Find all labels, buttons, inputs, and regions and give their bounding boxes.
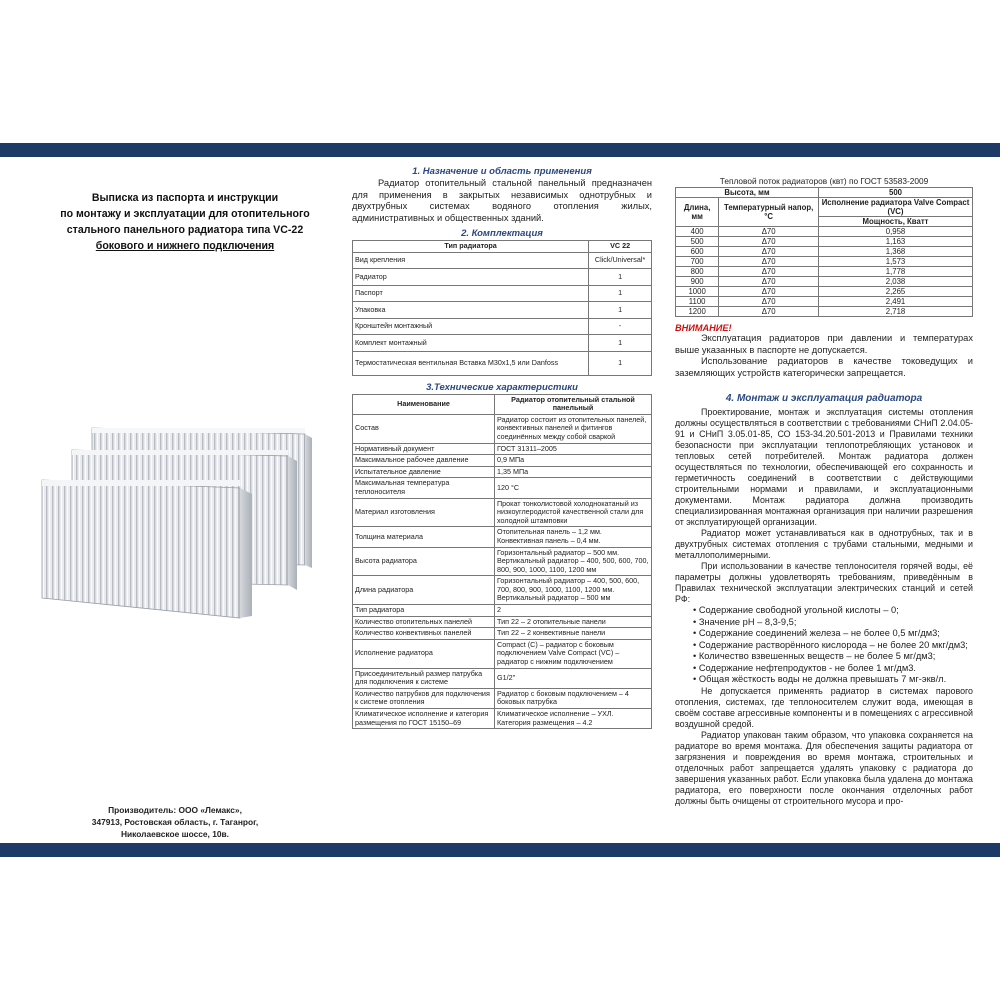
kit-qty: 1 bbox=[589, 285, 652, 302]
title-line: по монтажу и эксплуатации для отопительного bbox=[60, 208, 310, 220]
attention-title: ВНИМАНИЕ! bbox=[675, 323, 732, 333]
attention-text-2: Использование радиаторов в качестве токоведущих и заземляющих устройств категорически запрещается. bbox=[675, 356, 973, 378]
flow-power: 1,163 bbox=[819, 237, 973, 247]
specs-header-cell: Наименование bbox=[353, 394, 495, 414]
spec-name: Присоединительный размер патрубка для подключения к системе bbox=[353, 668, 495, 688]
section-4-text-5: Радиатор упакован таким образом, что упаковка сохраняется на радиаторе во время монтажа. Для обеспечения защиты радиатора от загрязнения и повреждения во время монтажа, строительных и отделочных работ запрещается удалять упаковку с радиатора до завершения указанных работ. Если упаковка была удалена до монтажа радиатора, его поверхности после окончания отделочных работ должны быть очищены от строительного мусора и про- bbox=[675, 729, 973, 806]
middle-column bbox=[352, 166, 652, 840]
table-row bbox=[676, 227, 973, 237]
kit-qty: - bbox=[589, 318, 652, 335]
spec-value: ГОСТ 31311–2005 bbox=[495, 443, 652, 455]
table-row bbox=[676, 267, 973, 277]
table-row bbox=[353, 335, 652, 352]
spec-value: 120 °С bbox=[495, 478, 652, 498]
kit-header-row bbox=[353, 241, 652, 253]
kit-qty: 1 bbox=[589, 335, 652, 352]
spec-name: Максимальное рабочее давление bbox=[353, 455, 495, 467]
flow-temp: Δ70 bbox=[719, 307, 819, 317]
table-row bbox=[676, 257, 973, 267]
flow-temp: Δ70 bbox=[719, 267, 819, 277]
top-band bbox=[0, 143, 1000, 157]
title-line: бокового и нижнего подключения bbox=[95, 240, 275, 252]
flow-temp: Δ70 bbox=[719, 277, 819, 287]
left-column bbox=[40, 190, 330, 254]
spec-name: Высота радиатора bbox=[353, 547, 495, 576]
section-1-heading: 1. Назначение и область применения bbox=[412, 166, 592, 177]
spec-name: Испытательное давление bbox=[353, 466, 495, 478]
manufacturer-line: 347913, Ростовская область, г. Таганрог, bbox=[91, 817, 259, 827]
table-row bbox=[353, 455, 652, 467]
manufacturer-line: Производитель: ООО «Лемакс», bbox=[108, 805, 242, 815]
spec-value: Прокат тонколистовой холоднокатаный из низкоуглеродистой качественной стали для холодной штамповки bbox=[495, 498, 652, 527]
flow-power: 1,778 bbox=[819, 267, 973, 277]
section-4-text-1: Проектирование, монтаж и эксплуатация системы отопления должны осуществляться в соответствии с требованиями СНиП 2.04.05-91 и СНиП 3.05.01-85, СО 153-34.20.501-2013 и Правилами техники безопасности при эксплуатации теплопотребляющих установок и тепловых сетей потребителей. Монтаж радиатора должен осуществляться по технологии, обеспечивающей его сохранность и герметичность соединений в соответствии с действующими строительными нормами и правилами, и эксплуатационными документами. Монтаж радиатора должна производить специализированная монтажная организация при наличии разрешения от эксплуатирующей организации. bbox=[675, 407, 973, 527]
table-row bbox=[676, 297, 973, 307]
section-2-heading: 2. Комплектация bbox=[461, 228, 543, 239]
spec-name: Нормативный документ bbox=[353, 443, 495, 455]
flow-temp-header: Температурный напор, °С bbox=[719, 198, 819, 227]
table-row bbox=[353, 527, 652, 547]
water-requirement-item: • Содержание растворённого кислорода – не более 20 мкг/дм3; bbox=[675, 640, 973, 652]
specs-header-cell: Радиатор отопительный стальной панельный bbox=[495, 394, 652, 414]
table-row bbox=[676, 237, 973, 247]
spec-name: Длина радиатора bbox=[353, 576, 495, 605]
flow-header-row bbox=[676, 198, 973, 217]
kit-qty: 1 bbox=[589, 302, 652, 319]
table-row bbox=[353, 478, 652, 498]
specs-header-row bbox=[353, 394, 652, 414]
flow-temp: Δ70 bbox=[719, 237, 819, 247]
title-line: Выписка из паспорта и инструкции bbox=[91, 192, 279, 204]
manufacturer-info bbox=[60, 804, 290, 840]
section-3-heading: 3.Технические характеристики bbox=[426, 381, 578, 393]
flow-length: 600 bbox=[676, 247, 719, 257]
flow-length: 800 bbox=[676, 267, 719, 277]
spec-name: Количество конвективных панелей bbox=[353, 628, 495, 640]
table-row bbox=[353, 318, 652, 335]
manufacturer-line: Николаевское шоссе, 10в. bbox=[120, 829, 229, 839]
radiator-front bbox=[42, 480, 252, 618]
table-row bbox=[353, 351, 652, 375]
flow-length: 400 bbox=[676, 227, 719, 237]
table-row bbox=[353, 498, 652, 527]
spec-name: Исполнение радиатора bbox=[353, 639, 495, 668]
flow-power: 2,718 bbox=[819, 307, 973, 317]
kit-qty: 1 bbox=[589, 351, 652, 375]
table-row bbox=[353, 576, 652, 605]
spec-value: 0,9 МПа bbox=[495, 455, 652, 467]
table-row bbox=[353, 547, 652, 576]
table-row bbox=[676, 287, 973, 297]
water-requirement-item: • Содержание соединений железа – не более 0,5 мг/дм3; bbox=[675, 628, 973, 640]
flow-length-header: Длина, мм bbox=[676, 198, 719, 227]
spec-value: Горизонтальный радиатор – 400, 500, 600, 700, 800, 900, 1000, 1100, 1200 мм. Вертикальный радиатор – 500 мм bbox=[495, 576, 652, 605]
title-line: стального панельного радиатора типа VC-22 bbox=[66, 224, 304, 236]
kit-item: Кронштейн монтажный bbox=[353, 318, 589, 335]
attention-text-1: Эксплуатация радиаторов при давлении и температурах выше указанных в паспорте не допускается. bbox=[675, 333, 973, 355]
water-requirement-item: • Количество взвешенных веществ – не более 5 мг/дм3; bbox=[675, 651, 973, 663]
flow-height-value: 500 bbox=[819, 188, 973, 198]
flow-temp: Δ70 bbox=[719, 257, 819, 267]
flow-power: 2,491 bbox=[819, 297, 973, 307]
spec-name: Климатическое исполнение и категория размещения по ГОСТ 15150–69 bbox=[353, 709, 495, 729]
table-row bbox=[353, 252, 652, 269]
heat-flow-caption: Тепловой поток радиаторов (квт) по ГОСТ 53583-2009 bbox=[719, 176, 929, 186]
spec-name: Количество патрубков для подключения к системе отопления bbox=[353, 688, 495, 708]
kit-header-cell: Тип радиатора bbox=[353, 241, 589, 253]
flow-temp: Δ70 bbox=[719, 227, 819, 237]
flow-length: 1000 bbox=[676, 287, 719, 297]
table-row bbox=[353, 616, 652, 628]
table-row bbox=[353, 688, 652, 708]
table-row bbox=[353, 414, 652, 443]
table-row bbox=[353, 269, 652, 286]
flow-length: 500 bbox=[676, 237, 719, 247]
spec-name: Состав bbox=[353, 414, 495, 443]
flow-temp: Δ70 bbox=[719, 247, 819, 257]
flow-power-header: Мощность, Кватт bbox=[819, 217, 973, 227]
kit-item: Комплект монтажный bbox=[353, 335, 589, 352]
table-row bbox=[353, 639, 652, 668]
water-requirement-item: • Общая жёсткость воды не должна превышать 7 мг-экв/л. bbox=[675, 674, 973, 686]
flow-length: 700 bbox=[676, 257, 719, 267]
flow-temp: Δ70 bbox=[719, 297, 819, 307]
table-row bbox=[353, 668, 652, 688]
table-row bbox=[676, 277, 973, 287]
kit-item: Радиатор bbox=[353, 269, 589, 286]
spec-name: Материал изготовления bbox=[353, 498, 495, 527]
flow-power: 2,038 bbox=[819, 277, 973, 287]
table-row bbox=[353, 605, 652, 617]
bottom-band bbox=[0, 843, 1000, 857]
spec-value: Горизонтальный радиатор – 500 мм. Вертикальный радиатор – 400, 500, 600, 700, 800, 900, 1000, 1100, 1200 мм bbox=[495, 547, 652, 576]
kit-qty: Click/Universal* bbox=[589, 252, 652, 269]
kit-item: Упаковка bbox=[353, 302, 589, 319]
flow-power: 1,368 bbox=[819, 247, 973, 257]
table-row bbox=[353, 628, 652, 640]
section-4-text-3: При использовании в качестве теплоносителя горячей воды, её параметры должны удовлетворять требованиям, приведённым в Правилах технической эксплуатации электрических станций и сетей РФ: bbox=[675, 561, 973, 604]
table-row bbox=[353, 443, 652, 455]
radiator-illustration bbox=[40, 420, 330, 620]
spec-name: Максимальная температура теплоносителя bbox=[353, 478, 495, 498]
table-row bbox=[353, 709, 652, 729]
spec-value: Климатическое исполнение – УХЛ. Категория размещения – 4.2 bbox=[495, 709, 652, 729]
spec-value: Тип 22 – 2 конвективные панели bbox=[495, 628, 652, 640]
table-row bbox=[353, 285, 652, 302]
spec-value: Радиатор состоит из отопительных панелей, конвективных панелей и фитингов соединённых между собой сваркой bbox=[495, 414, 652, 443]
flow-length: 1200 bbox=[676, 307, 719, 317]
kit-item: Паспорт bbox=[353, 285, 589, 302]
spec-value: G1/2" bbox=[495, 668, 652, 688]
spec-value: Радиатор с боковым подключением – 4 боковых патрубка bbox=[495, 688, 652, 708]
spec-value: Compact (C) – радиатор с боковым подключением Valve Compact (VC) – радиатор с нижним подключением bbox=[495, 639, 652, 668]
kit-header-cell: VC 22 bbox=[589, 241, 652, 253]
kit-qty: 1 bbox=[589, 269, 652, 286]
water-requirement-item: • Содержание свободной угольной кислоты – 0; bbox=[675, 605, 973, 617]
specs-table bbox=[352, 394, 652, 730]
kit-table bbox=[352, 240, 652, 376]
section-4-heading: 4. Монтаж и эксплуатация радиатора bbox=[725, 393, 923, 404]
spec-name: Толщина материала bbox=[353, 527, 495, 547]
document-title bbox=[40, 190, 330, 254]
flow-power: 2,265 bbox=[819, 287, 973, 297]
flow-temp: Δ70 bbox=[719, 287, 819, 297]
table-row bbox=[676, 247, 973, 257]
table-row bbox=[353, 302, 652, 319]
section-4-text-2: Радиатор может устанавливаться как в однотрубных, так и в двухтрубных системах отопления с трубами стальными, медными и металлополимерными. bbox=[675, 528, 973, 560]
flow-power: 1,573 bbox=[819, 257, 973, 267]
flow-length: 1100 bbox=[676, 297, 719, 307]
kit-item: Вид крепления bbox=[353, 252, 589, 269]
flow-model-header: Исполнение радиатора Valve Compact (VC) bbox=[819, 198, 973, 217]
spec-value: 1,35 МПа bbox=[495, 466, 652, 478]
spec-value: 2 bbox=[495, 605, 652, 617]
section-1-text: Радиатор отопительный стальной панельный предназначен для применения в закрытых независимых однотрубных и двухтрубных системах водяного отопления жилых, административных и общественных зданий. bbox=[352, 178, 652, 223]
right-column bbox=[675, 176, 973, 842]
spec-value: Тип 22 – 2 отопительные панели bbox=[495, 616, 652, 628]
heat-flow-table bbox=[675, 187, 973, 317]
kit-item: Термостатическая вентильная Вставка М30x1,5 или Danfoss bbox=[353, 351, 589, 375]
flow-header-row bbox=[676, 188, 973, 198]
flow-height-label: Высота, мм bbox=[676, 188, 819, 198]
table-row bbox=[676, 307, 973, 317]
water-requirement-item: • Значение рН – 8,3-9,5; bbox=[675, 617, 973, 629]
section-4-text-4: Не допускается применять радиатор в системах парового отопления, системах, где теплоносителем служит вода, имеющая в своём составе агрессивные компоненты и в помещениях с агрессивной воздушной средой. bbox=[675, 685, 973, 729]
spec-name: Тип радиатора bbox=[353, 605, 495, 617]
spec-name: Количество отопительных панелей bbox=[353, 616, 495, 628]
spec-value: Отопительная панель – 1,2 мм. Конвективная панель – 0,4 мм. bbox=[495, 527, 652, 547]
flow-length: 900 bbox=[676, 277, 719, 287]
flow-power: 0,958 bbox=[819, 227, 973, 237]
table-row bbox=[353, 466, 652, 478]
water-requirement-item: • Содержание нефтепродуктов - не более 1 мг/дм3. bbox=[675, 663, 973, 675]
